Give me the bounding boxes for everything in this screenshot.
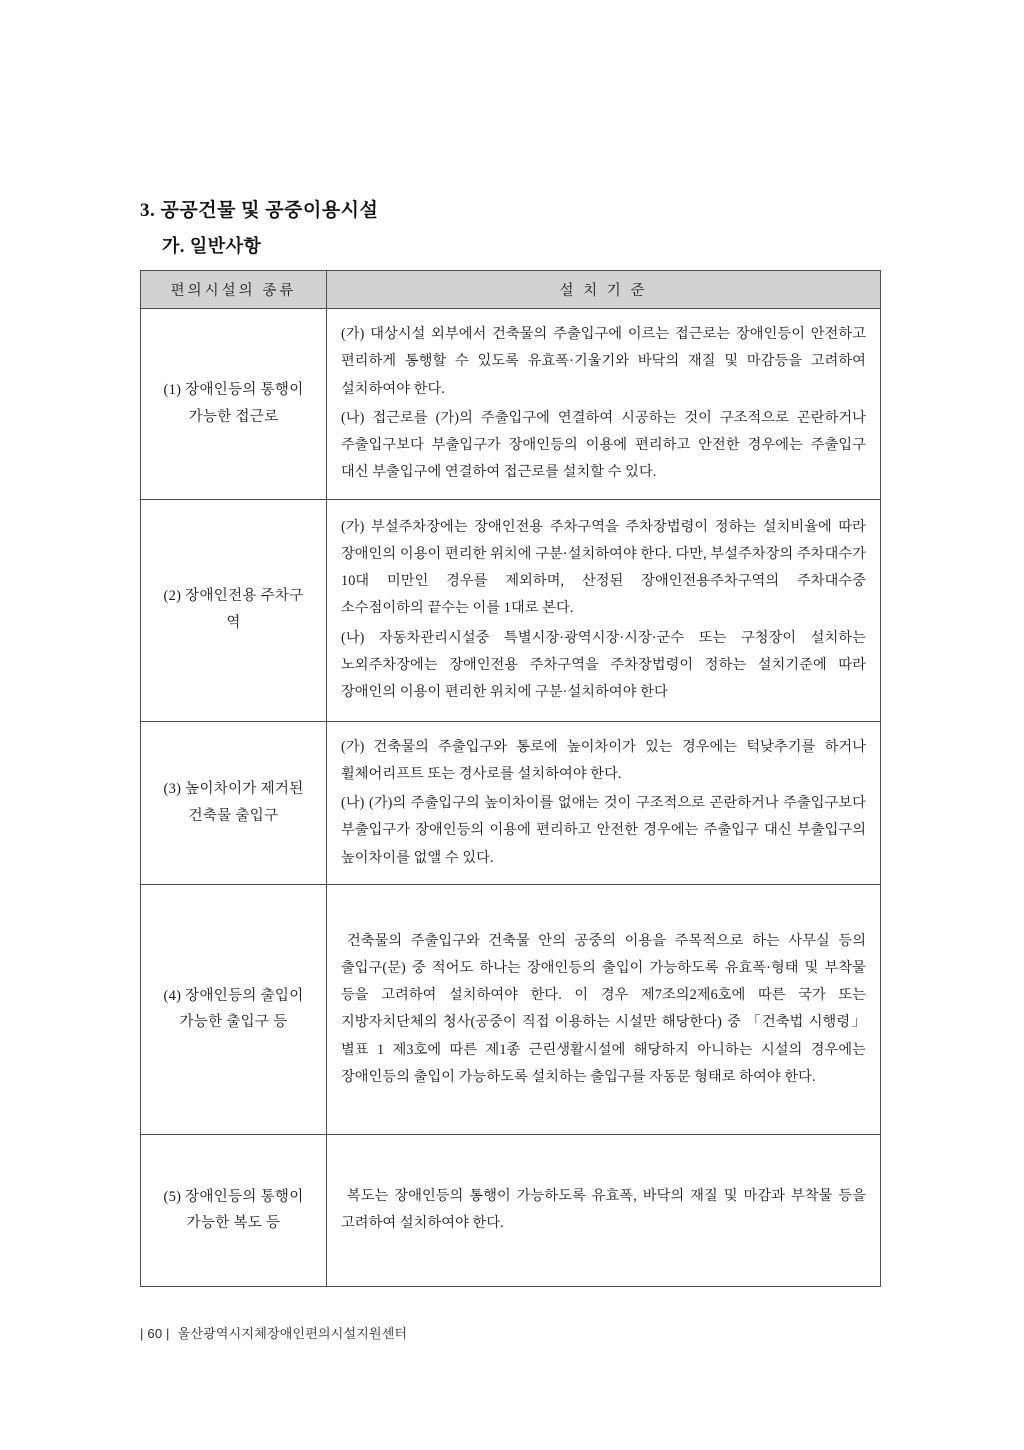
- standard-paragraph: 복도는 장애인등의 통행이 가능하도록 유효폭, 바닥의 재질 및 마감과 부착물 등을 고려하여 설치하여야 한다.: [341, 1188, 866, 1232]
- facility-standard-cell: [327, 721, 881, 884]
- facility-type-line: 역: [226, 615, 241, 632]
- footer-organization: 울산광역시지체장애인편의시설지원센터: [177, 1326, 408, 1341]
- facility-standard-cell: [327, 309, 881, 500]
- section-heading: 3. 공공건물 및 공중이용시설: [140, 200, 379, 221]
- column-header-standard: 설 치 기 준: [327, 271, 881, 309]
- table-row: [141, 499, 881, 721]
- table-header-row: [141, 271, 881, 309]
- facility-standard-cell: [327, 499, 881, 721]
- table-row: [141, 309, 881, 500]
- facility-type-line: (2) 장애인전용 주차구: [163, 588, 304, 605]
- standard-paragraph: (가) 부설주차장에는 장애인전용 주차구역을 주차장법령이 정하는 설치비율에 따라 장애인의 이용이 편리한 위치에 구분·설치하여야 한다. 다만, 부설주차장의 주차대수가 10대 미만인 경우를 제외하며, 산정된 장애인전용주차구역의 주차대수중 소수점이하의 끝수는 이를 1대로 본다.: [341, 518, 866, 617]
- facility-type-cell: [141, 309, 327, 500]
- column-header-type: 편의시설의 종류: [141, 271, 327, 309]
- facility-type-cell: [141, 1134, 327, 1286]
- standard-paragraph: (가) 건축물의 주출입구와 통로에 높이차이가 있는 경우에는 턱낮추기를 하거나 휠체어리프트 또는 경사로를 설치하여야 한다.: [341, 738, 866, 782]
- standard-paragraph: (나) 접근로를 (가)의 주출입구에 연결하여 시공하는 것이 구조적으로 곤란하거나 주출입구보다 부출입구가 장애인등의 이용에 편리하고 안전한 경우에는 주출입구 대신 부출입구에 연결하여 접근로를 설치할 수 있다.: [341, 409, 866, 481]
- facility-type-line: 가능한 복도 등: [186, 1215, 281, 1232]
- facility-type-line: 건축물 출입구: [188, 807, 279, 824]
- facility-type-cell: [141, 499, 327, 721]
- standard-paragraph: (가) 대상시설 외부에서 건축물의 주출입구에 이르는 접근로는 장애인등이 안전하고 편리하게 통행할 수 있도록 유효폭·기울기와 바닥의 재질 및 마감등을 고려하여 설치하여야 한다.: [341, 326, 866, 397]
- facility-standard-cell: [327, 884, 881, 1134]
- table-row: [141, 884, 881, 1134]
- facility-standard-cell: [327, 1134, 881, 1286]
- facility-type-line: (3) 높이차이가 제거된: [163, 780, 304, 797]
- standard-paragraph: (나) (가)의 주출입구의 높이차이를 없애는 것이 구조적으로 곤란하거나 주출입구보다 부출입구가 장애인등의 이용에 편리하고 안전한 경우에는 주출입구 대신 부출입구의 높이차이를 없앨 수 있다.: [341, 795, 866, 866]
- page-footer: [140, 1323, 407, 1342]
- standard-paragraph: 건축물의 주출입구와 건축물 안의 공중의 이용을 주목적으로 하는 사무실 등의 출입구(문) 중 적어도 하나는 장애인등의 출입이 가능하도록 유효폭·형태 및 부착물 등을 고려하여 설치하여야 한다. 이 경우 제7조의2제6호에 따른 국가 또는 지방자치단체의 청사(공중이 직접 이용하는 시설만 해당한다) 중 「건축법 시행령」 별표 1 제3호에 따른 제1종 근린생활시설에 해당하지 아니하는 시설의 경우에는 장애인등의 출입이 가능하도록 설치하는 출입구를 자동문 형태로 하여야 한다.: [341, 932, 866, 1085]
- page-number: | 60 |: [140, 1326, 170, 1341]
- facility-type-line: (4) 장애인등의 출입이: [163, 987, 304, 1004]
- facility-type-line: (5) 장애인등의 통행이: [163, 1188, 304, 1205]
- table-row: [141, 1134, 881, 1286]
- sub-heading: 가. 일반사항: [162, 236, 262, 256]
- facility-type-line: 가능한 출입구 등: [179, 1014, 288, 1031]
- facility-type-cell: [141, 721, 327, 884]
- facility-type-line: (1) 장애인등의 통행이: [163, 381, 304, 398]
- facility-standards-table: [140, 270, 881, 1287]
- facility-type-line: 가능한 접근로: [188, 408, 279, 425]
- table-row: [141, 721, 881, 884]
- standard-paragraph: (나) 자동차관리시설중 특별시장·광역시장·시장·군수 또는 구청장이 설치하는 노외주차장에는 장애인전용 주차구역을 주차장법령이 정하는 설치기준에 따라 장애인의 이용이 편리한 위치에 구분·설치하여야 한다: [341, 629, 866, 701]
- facility-type-cell: [141, 884, 327, 1134]
